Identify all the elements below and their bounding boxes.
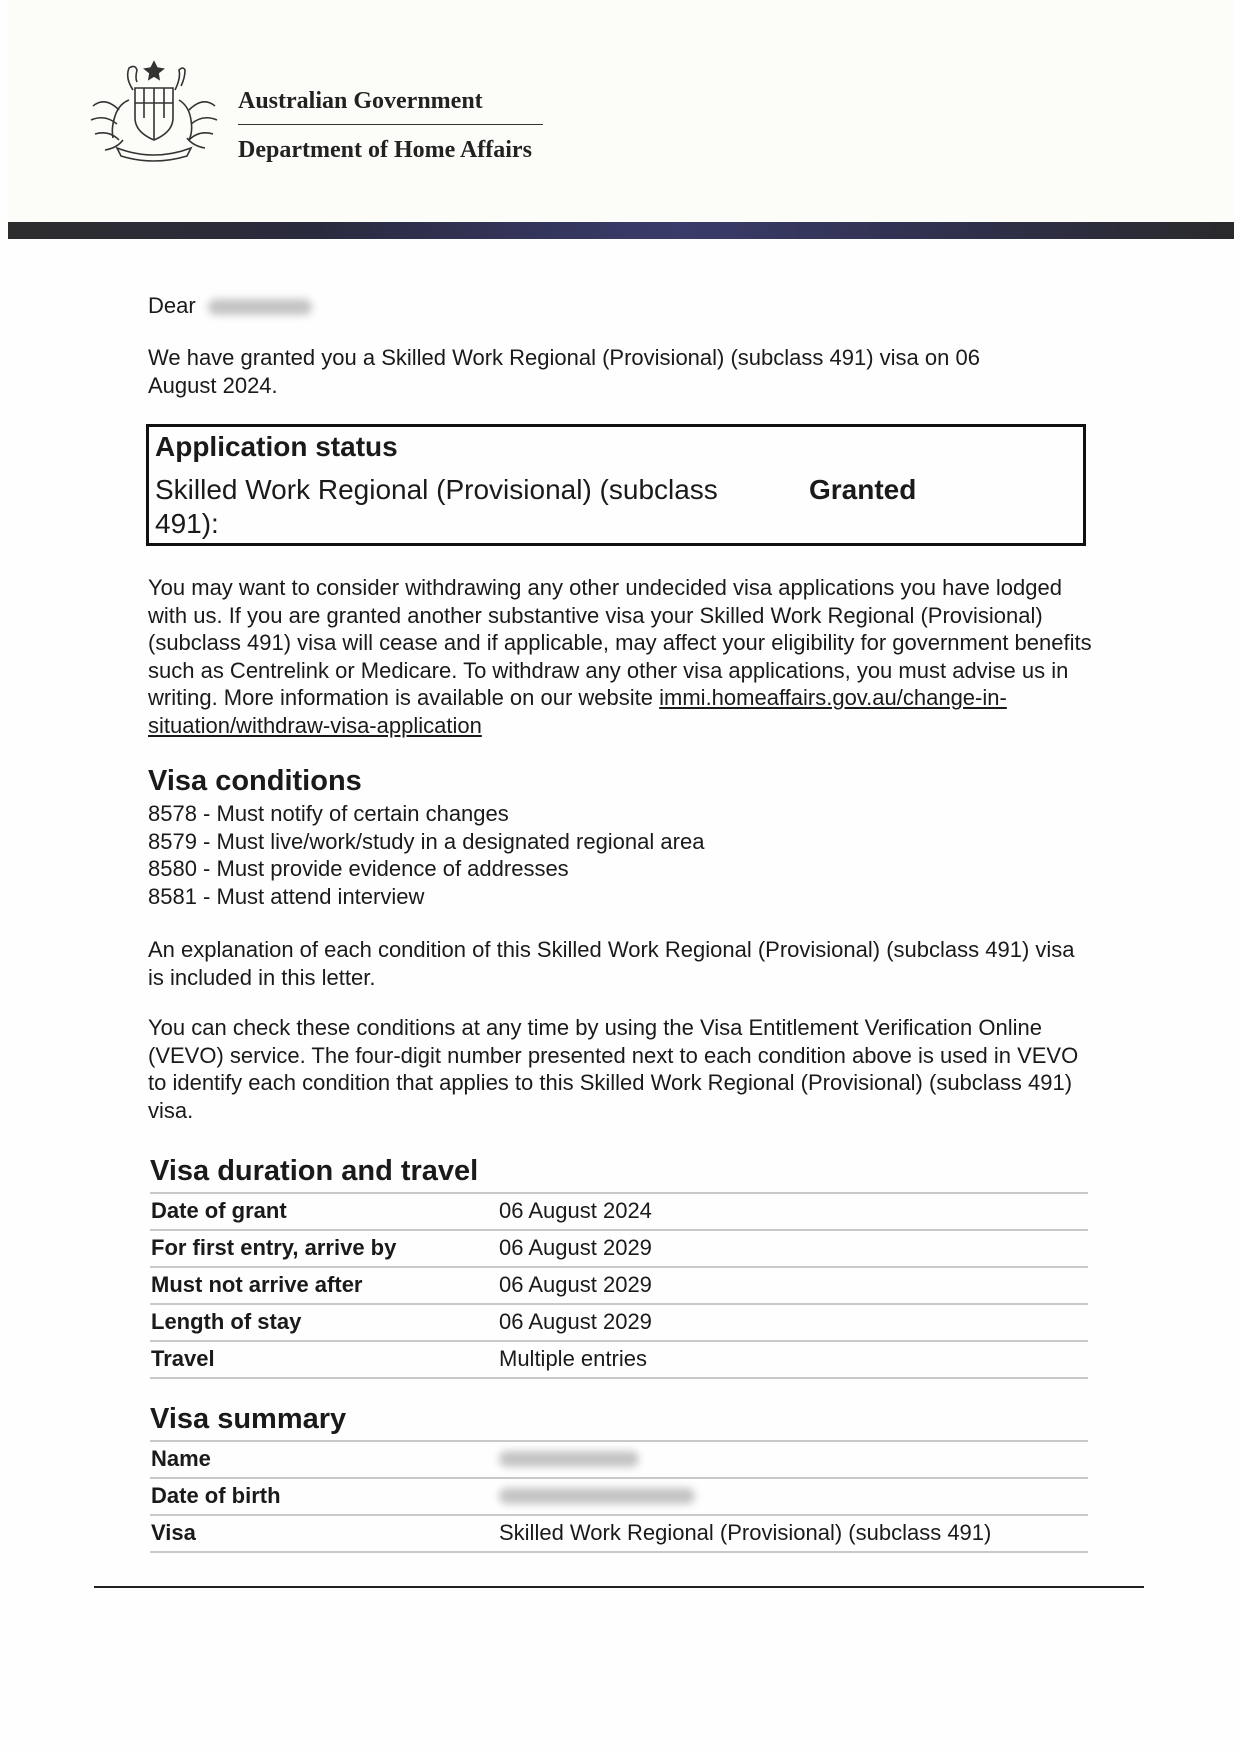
table-row <box>150 1266 1088 1303</box>
row-label: Travel <box>151 1346 215 1371</box>
salutation-text: Dear <box>148 293 196 318</box>
table-row <box>150 1192 1088 1229</box>
application-status-box <box>146 424 1086 546</box>
table-row <box>150 1440 1088 1477</box>
table-row <box>150 1303 1088 1340</box>
table-row <box>150 1514 1088 1553</box>
withdraw-paragraph <box>148 574 1093 739</box>
duration-title: Visa duration and travel <box>150 1155 479 1187</box>
intro-paragraph: We have granted you a Skilled Work Regional (Provisional) (subclass 491) visa on 06 August 2024. <box>148 345 980 398</box>
table-row <box>150 1229 1088 1266</box>
government-name: Australian Government <box>238 88 483 114</box>
row-value: 06 August 2029 <box>499 1272 652 1297</box>
salutation <box>148 292 312 319</box>
condition-item: 8581 - Must attend interview <box>148 883 425 909</box>
table-row <box>150 1477 1088 1514</box>
redacted-value <box>499 1479 695 1512</box>
visa-duration-section <box>150 1154 1088 1379</box>
row-value: Multiple entries <box>499 1346 647 1371</box>
agency-name <box>238 86 543 165</box>
duration-table <box>150 1192 1088 1379</box>
agency-divider <box>238 124 543 125</box>
summary-title: Visa summary <box>150 1403 347 1435</box>
vevo-paragraph: You can check these conditions at any time by using the Visa Entitlement Verification Online (VEVO) service. The four-digit number presented next to each condition above is used in VEVO to identify each condition that applies to this Skilled Work Regional (Provisional) (subclass 491) visa. <box>148 1015 1079 1123</box>
status-value: Granted <box>809 474 917 505</box>
condition-item: 8579 - Must live/work/study in a designated regional area <box>148 828 705 854</box>
status-title: Application status <box>155 431 398 462</box>
coat-of-arms-icon <box>83 60 225 165</box>
conditions-title: Visa conditions <box>148 765 362 797</box>
department-name: Department of Home Affairs <box>238 137 532 163</box>
visa-conditions <box>148 764 1048 910</box>
row-label: For first entry, arrive by <box>151 1235 397 1260</box>
row-label: Visa <box>151 1520 196 1545</box>
header-band <box>8 222 1234 239</box>
visa-summary-section <box>150 1402 1088 1553</box>
row-label: Name <box>151 1446 211 1471</box>
redacted-name <box>208 299 312 315</box>
row-label: Must not arrive after <box>151 1272 363 1297</box>
row-value: 06 August 2029 <box>499 1309 652 1334</box>
summary-table <box>150 1440 1088 1553</box>
condition-item: 8580 - Must provide evidence of addresses <box>148 856 569 881</box>
row-value: Skilled Work Regional (Provisional) (subclass 491) <box>499 1520 992 1545</box>
status-visa: Skilled Work Regional (Provisional) (subclass 491): <box>155 474 718 539</box>
redacted-value <box>499 1442 639 1475</box>
withdraw-link[interactable]: immi.homeaffairs.gov.au/change-in-situation/withdraw-visa-application <box>148 685 1007 738</box>
letterhead <box>8 0 1234 222</box>
row-label: Date of grant <box>151 1198 287 1223</box>
condition-item: 8578 - Must notify of certain changes <box>148 801 509 826</box>
row-value: 06 August 2024 <box>499 1198 652 1223</box>
footer-divider <box>94 1586 1144 1588</box>
row-value: 06 August 2029 <box>499 1235 652 1260</box>
table-row <box>150 1340 1088 1379</box>
conditions-explanation: An explanation of each condition of this Skilled Work Regional (Provisional) (subclass 491) visa is included in this letter. <box>148 937 1075 990</box>
row-label: Length of stay <box>151 1309 302 1334</box>
withdraw-text: You may want to consider withdrawing any other undecided visa applications you have lodged with us. If you are granted another substantive visa your Skilled Work Regional (Provisional) (subclass 491) visa will cease and if applicable, may affect your eligibility for government benefits such as Centrelink or Medicare. To withdraw any other visa applications, you must advise us in writing. More information is available on our website <box>148 575 1092 710</box>
row-label: Date of birth <box>151 1483 281 1508</box>
